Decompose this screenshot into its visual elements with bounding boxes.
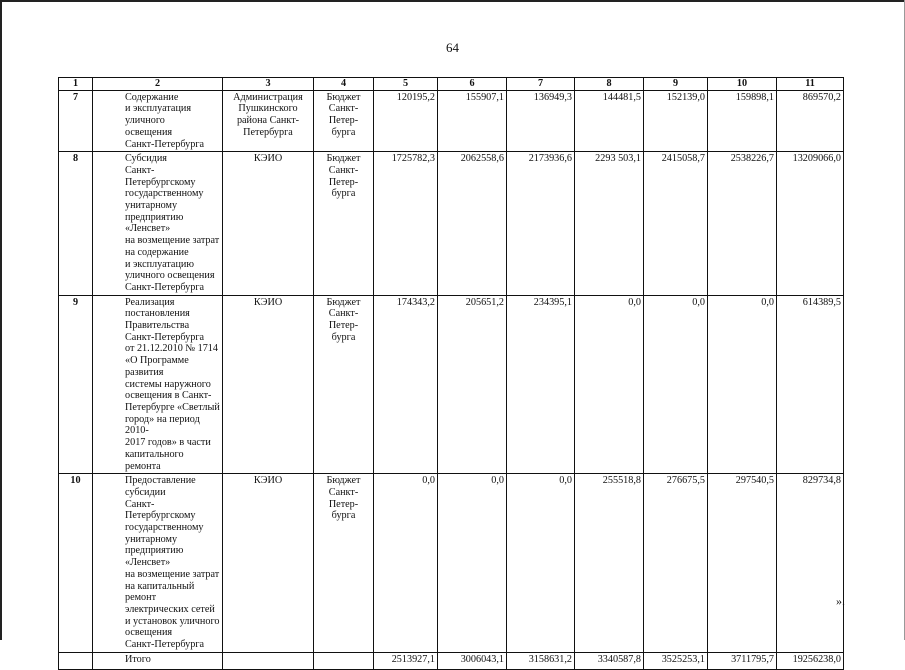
funding-source-line: бурга: [331, 188, 356, 200]
amount-cell: 2173936,6: [507, 152, 575, 295]
funding-source-line: Бюджет: [326, 153, 361, 165]
funding-source-line: Санкт-: [328, 103, 359, 115]
amount-cell: 13209066,0: [777, 152, 844, 295]
amount-cell: 869570,2: [777, 90, 844, 152]
funding-source-line: Бюджет: [326, 91, 361, 103]
column-header: 2: [93, 78, 223, 91]
amount-cell: 255518,8: [575, 474, 644, 653]
activity-name-line: электрических сетей: [125, 603, 215, 615]
column-header: 7: [507, 78, 575, 91]
activity-name-line: «О Программе развития: [125, 355, 189, 378]
amount-cell: 0,0: [374, 474, 438, 653]
activity-name-line: уличного освещения: [125, 270, 215, 282]
activity-name-line: и установок уличного: [125, 615, 220, 627]
activity-name: [93, 474, 223, 653]
executor-line: района Санкт-: [236, 115, 300, 127]
amount-cell: 2415058,7: [644, 152, 708, 295]
column-header: 6: [438, 78, 507, 91]
column-header: 9: [644, 78, 708, 91]
activity-name-line: Санкт-Петербурга: [125, 281, 205, 293]
amount-cell: 152139,0: [644, 90, 708, 152]
amount-cell: 144481,5: [575, 90, 644, 152]
amount-cell: 174343,2: [374, 295, 438, 474]
executor: [223, 90, 314, 152]
column-header: 11: [777, 78, 844, 91]
activity-name-line: Санкт-Петербургскому: [125, 498, 196, 522]
funding-source-line: Санкт-: [328, 164, 359, 176]
funding-source: [314, 90, 374, 152]
amount-cell: 276675,5: [644, 474, 708, 653]
amount-cell: 0,0: [644, 295, 708, 474]
activity-name-line: предприятию «Ленсвет»: [125, 545, 184, 569]
total-amount: 3158631,2: [507, 652, 575, 669]
activity-name-line: Санкт-Петербурга: [125, 138, 205, 150]
column-header: 3: [223, 78, 314, 91]
total-empty-cell: [223, 652, 314, 669]
activity-name-line: Реализация: [125, 296, 175, 308]
scan-border-top: [0, 0, 905, 2]
activity-name: [93, 152, 223, 295]
total-amount: 3525253,1: [644, 652, 708, 669]
table-row: [59, 90, 844, 152]
activity-name-line: 2017 годов» в части: [125, 437, 211, 449]
funding-source-line: Бюджет: [326, 296, 361, 308]
activity-name-line: Санкт-Петербурга: [125, 331, 205, 343]
amount-cell: 234395,1: [507, 295, 575, 474]
activity-name-line: на возмещение затрат: [125, 568, 220, 580]
activity-name-line: субсидии: [125, 486, 166, 498]
amount-cell: 155907,1: [438, 90, 507, 152]
row-number: 10: [59, 474, 93, 653]
activity-name-line: на содержание: [125, 246, 189, 258]
total-amount: 3006043,1: [438, 652, 507, 669]
table-row: [59, 152, 844, 295]
amount-cell: 829734,8: [777, 474, 844, 653]
activity-name-line: Правительства: [125, 320, 190, 332]
total-amount: 19256238,0: [777, 652, 844, 669]
scan-border-left: [0, 0, 2, 640]
activity-name-line: унитарному: [125, 533, 178, 545]
activity-name-line: освещения в Санкт-: [125, 390, 212, 402]
program-table: [58, 77, 844, 670]
executor: [223, 152, 314, 295]
total-empty-cell: [314, 652, 374, 669]
executor: [223, 474, 314, 653]
row-number: 9: [59, 295, 93, 474]
funding-source: [314, 295, 374, 474]
header-row: [59, 78, 844, 91]
activity-name-line: государственному: [125, 522, 204, 534]
funding-source-line: Петер-: [328, 115, 359, 127]
funding-source: [314, 152, 374, 295]
funding-source-line: Санкт-: [328, 308, 359, 320]
funding-source-line: бурга: [331, 510, 356, 522]
amount-cell: 0,0: [708, 295, 777, 474]
activity-name-line: освещения: [125, 627, 173, 639]
table-row: [59, 474, 844, 653]
column-header: 4: [314, 78, 374, 91]
activity-name-line: на капитальный ремонт: [125, 580, 195, 604]
funding-source-line: Петер-: [328, 320, 359, 332]
executor-line: Пушкинского: [238, 103, 298, 115]
activity-name-line: и эксплуатация уличного: [125, 103, 192, 127]
column-header: 10: [708, 78, 777, 91]
executor-line: КЭИО: [253, 475, 283, 487]
activity-name-line: системы наружного: [125, 378, 211, 390]
amount-cell: 2538226,7: [708, 152, 777, 295]
activity-name-line: постановления: [125, 308, 190, 320]
funding-source-line: бурга: [331, 331, 356, 343]
activity-name-line: Содержание: [125, 91, 179, 103]
table-row: [59, 295, 844, 474]
row-number: 7: [59, 90, 93, 152]
executor-line: КЭИО: [253, 153, 283, 165]
amount-cell: 297540,5: [708, 474, 777, 653]
page-number: 64: [446, 40, 459, 55]
executor-line: Администрация: [233, 91, 303, 103]
amount-cell: 0,0: [507, 474, 575, 653]
activity-name-line: государственному: [125, 188, 204, 200]
amount-cell: 136949,3: [507, 90, 575, 152]
amount-cell: 205651,2: [438, 295, 507, 474]
activity-name-line: капитального ремонта: [125, 448, 184, 472]
funding-source-line: Петер-: [328, 176, 359, 188]
activity-name-line: от 21.12.2010 № 1714: [125, 343, 218, 355]
executor: [223, 295, 314, 474]
activity-name-line: и эксплуатацию: [125, 258, 194, 270]
amount-cell: 1725782,3: [374, 152, 438, 295]
activity-name-line: Санкт-Петербургскому: [125, 164, 196, 188]
executor-line: КЭИО: [253, 296, 283, 308]
row-number: 8: [59, 152, 93, 295]
amount-cell: 159898,1: [708, 90, 777, 152]
total-amount: 2513927,1: [374, 652, 438, 669]
activity-name-line: город» на период 2010-: [125, 413, 200, 437]
column-header: 5: [374, 78, 438, 91]
amount-cell: 2062558,6: [438, 152, 507, 295]
column-header: 1: [59, 78, 93, 91]
funding-source: [314, 474, 374, 653]
funding-source-line: Санкт-: [328, 486, 359, 498]
activity-name-line: предприятию «Ленсвет»: [125, 211, 184, 235]
amount-cell: 2293 503,1: [575, 152, 644, 295]
column-header: 8: [575, 78, 644, 91]
total-amount: 3340587,8: [575, 652, 644, 669]
amount-cell: 614389,5: [777, 295, 844, 474]
executor-line: Петербурга: [243, 126, 293, 138]
funding-source-line: бурга: [331, 126, 356, 138]
activity-name-line: унитарному: [125, 200, 178, 212]
activity-name: [93, 295, 223, 474]
total-label: Итого: [93, 652, 223, 669]
activity-name-line: освещения: [125, 126, 173, 138]
activity-name-line: Петербурге «Светлый: [125, 401, 220, 413]
activity-name-line: Субсидия: [125, 153, 167, 165]
total-amount: 3711795,7: [708, 652, 777, 669]
activity-name-line: Санкт-Петербурга: [125, 639, 205, 651]
amount-cell: 120195,2: [374, 90, 438, 152]
amount-cell: 0,0: [575, 295, 644, 474]
activity-name: [93, 90, 223, 152]
activity-name-line: на возмещение затрат: [125, 235, 220, 247]
activity-name-line: Предоставление: [125, 475, 196, 487]
funding-source-line: Петер-: [328, 498, 359, 510]
total-row: [59, 652, 844, 669]
closing-mark: ».: [836, 594, 845, 608]
total-empty-cell: [59, 652, 93, 669]
funding-source-line: Бюджет: [326, 475, 361, 487]
amount-cell: 0,0: [438, 474, 507, 653]
